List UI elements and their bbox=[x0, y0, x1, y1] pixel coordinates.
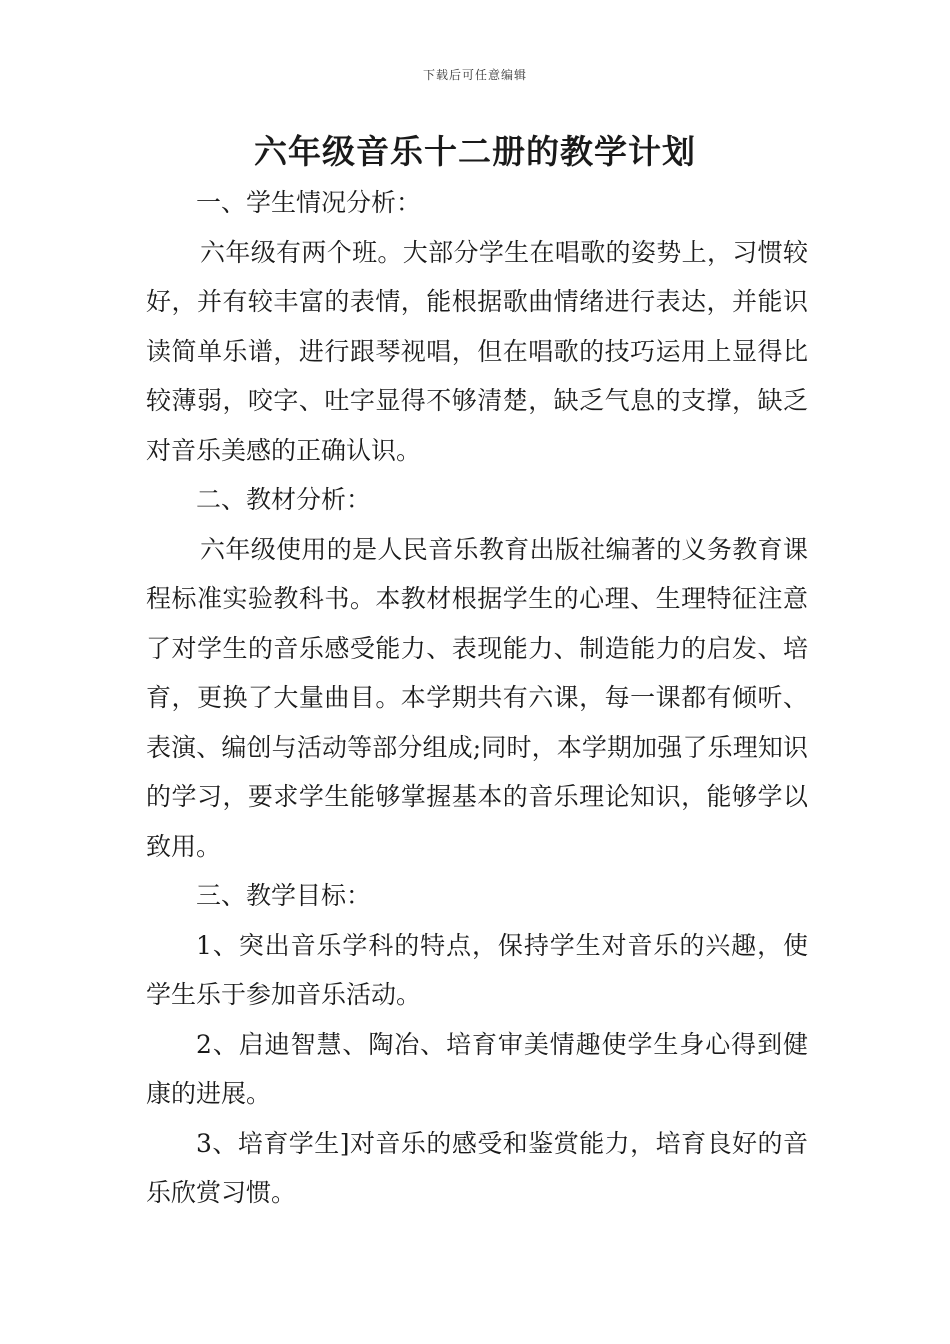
document-body bbox=[146, 178, 808, 1218]
goal-item-3: 3、培育学生]对音乐的感受和鉴赏能力，培育良好的音乐欣赏习惯。 bbox=[146, 1128, 808, 1207]
paragraph-student-analysis: 六年级有两个班。大部分学生在唱歌的姿势上，习惯较好，并有较丰富的表情，能根据歌曲情绪进行表达，并能识读简单乐谱，进行跟琴视唱，但在唱歌的技巧运用上显得比较薄弱，咬字、吐字显得不够清楚，缺乏气息的支撑，缺乏对音乐美感的正确认识。 bbox=[146, 237, 808, 465]
goal-item-1: 1、突出音乐学科的特点，保持学生对音乐的兴趣，使学生乐于参加音乐活动。 bbox=[146, 930, 808, 1009]
header-note: 下载后可任意编辑 bbox=[422, 68, 527, 82]
section-heading-teaching-goals: 三、教学目标： bbox=[196, 881, 372, 910]
document-title: 六年级音乐十二册的教学计划 bbox=[254, 132, 696, 171]
section-heading-textbook-analysis: 二、教材分析： bbox=[196, 485, 372, 514]
goal-item-2: 2、启迪智慧、陶冶、培育审美情趣使学生身心得到健康的进展。 bbox=[146, 1029, 808, 1108]
section-heading-student-analysis: 一、学生情况分析： bbox=[196, 188, 422, 217]
paragraph-textbook-analysis: 六年级使用的是人民音乐教育出版社编著的义务教育课程标准实验教科书。本教材根据学生的心理、生理特征注意了对学生的音乐感受能力、表现能力、制造能力的启发、培育，更换了大量曲目。本学期共有六课，每一课都有倾听、表演、编创与活动等部分组成;同时，本学期加强了乐理知识的学习，要求学生能够掌握基本的音乐理论知识，能够学以致用。 bbox=[146, 534, 808, 861]
